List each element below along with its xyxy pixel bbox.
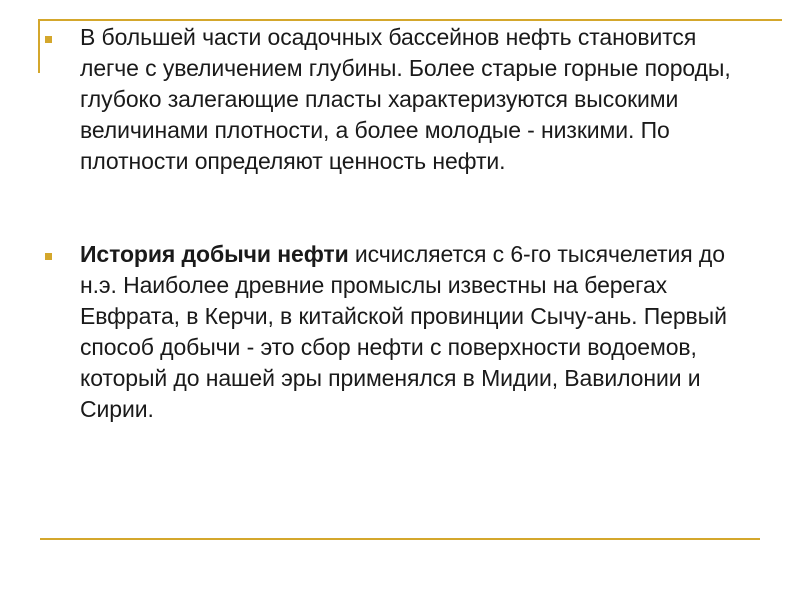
bullet-text: В большей части осадочных бассейнов нефть становится легче с увеличением глубины. Более старые горные породы, глубоко залегающие пласты характеризуются высокими величинами плотности, а более молодые - низкими. По плотности определяют ценность нефти. <box>80 24 731 174</box>
bullet-bold-lead: История добычи нефти <box>80 241 349 267</box>
bullet-item-history <box>38 239 758 425</box>
square-bullet-icon <box>45 253 52 260</box>
bullet-text: исчисляется с 6-го тысячелетия до н.э. Наиболее древние промыслы известны на берегах Евфрата, в Керчи, в китайской провинции Сычу-ань. Первый способ добычи - это сбор нефти с поверхности водоемов, который до нашей эры применялся в Мидии, Вавилонии и Сирии. <box>80 241 727 422</box>
bottom-divider <box>40 538 760 540</box>
square-bullet-icon <box>45 36 52 43</box>
bullet-list <box>38 22 758 425</box>
bullet-item-density <box>38 22 758 177</box>
top-divider <box>38 19 782 21</box>
